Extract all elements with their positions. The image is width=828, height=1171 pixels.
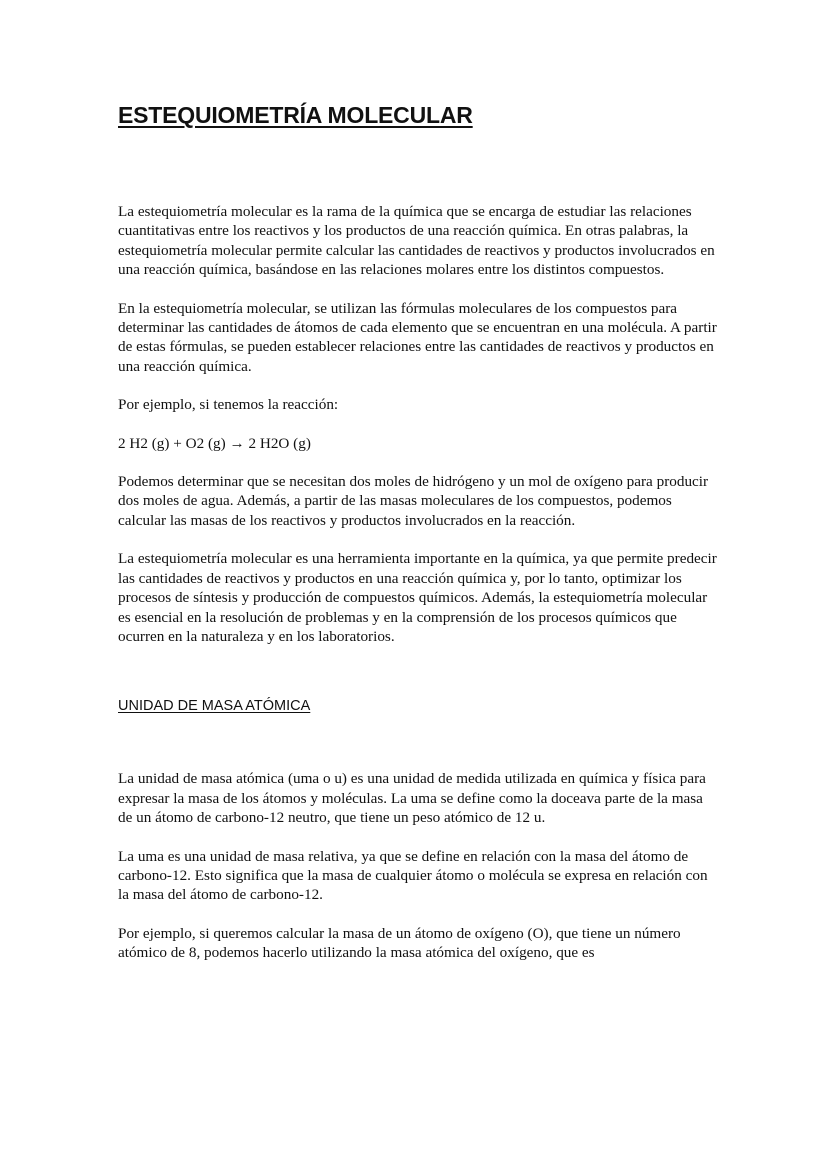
paragraph-example-explanation: Podemos determinar que se necesitan dos moles de hidrógeno y un mol de oxígeno para producir dos moles de agua. Además, a partir de las masas moleculares de los compuestos, podemos calcular las masas de los reactivos y productos involucrados en la reacción. (118, 473, 709, 529)
paragraph-uma-example: Por ejemplo, si queremos calcular la masa de un átomo de oxígeno (O), que tiene un número atómico de 8, podemos hacerlo utilizando la masa atómica del oxígeno, que es (118, 924, 681, 962)
paragraph-example-intro: Por ejemplo, si tenemos la reacción: (118, 396, 339, 414)
section-heading-atomic-mass-unit: UNIDAD DE MASA ATÓMICA (118, 698, 311, 715)
paragraph-definition: La estequiometría molecular es la rama de la química que se encarga de estudiar las relaciones cuantitativas entre los reactivos y los productos de una reacción química. En otras palabras, la estequiometría molecular permite calcular las cantidades de reactivos y productos involucrados en una reacción química, basándose en las relaciones molares entre los distintos compuestos. (118, 203, 715, 279)
paragraph-uma-definition: La unidad de masa atómica (uma o u) es una unidad de medida utilizada en química y física para expresar la masa de los átomos y moléculas. La uma se define como la doceava parte de la masa de un átomo de carbono-12 neutro, que tiene un peso atómico de 12 u. (118, 770, 706, 827)
paragraph-molecular-formulas: En la estequiometría molecular, se utilizan las fórmulas moleculares de los compuestos para determinar las cantidades de átomos de cada elemento que se encuentran en una molécula. A partir de estas fórmulas, se pueden establecer relaciones entre las cantidades de reactivos y productos en una reacción química. (118, 299, 717, 375)
paragraph-uma-relative: La uma es una unidad de masa relativa, ya que se define en relación con la masa del átomo de carbono-12. Esto significa que la masa de cualquier átomo o molécula se expresa en relación con la masa del átomo de carbono-12. (118, 847, 708, 904)
paragraph-equation: 2 H2 (g) + O2 (g) → 2 H2O (g) (118, 434, 311, 452)
paragraph-importance: La estequiometría molecular es una herramienta importante en la química, ya que permite predecir las cantidades de reactivos y productos en una reacción química y, por lo tanto, optimizar los procesos de síntesis y producción de compuestos químicos. Además, la estequiometría molecular es esencial en la resolución de problemas y en la comprensión de los procesos químicos que ocurren en la naturaleza y en los laboratorios. (118, 550, 717, 645)
document-content (118, 98, 718, 963)
document-title: ESTEQUIOMETRÍA MOLECULAR (118, 102, 473, 128)
